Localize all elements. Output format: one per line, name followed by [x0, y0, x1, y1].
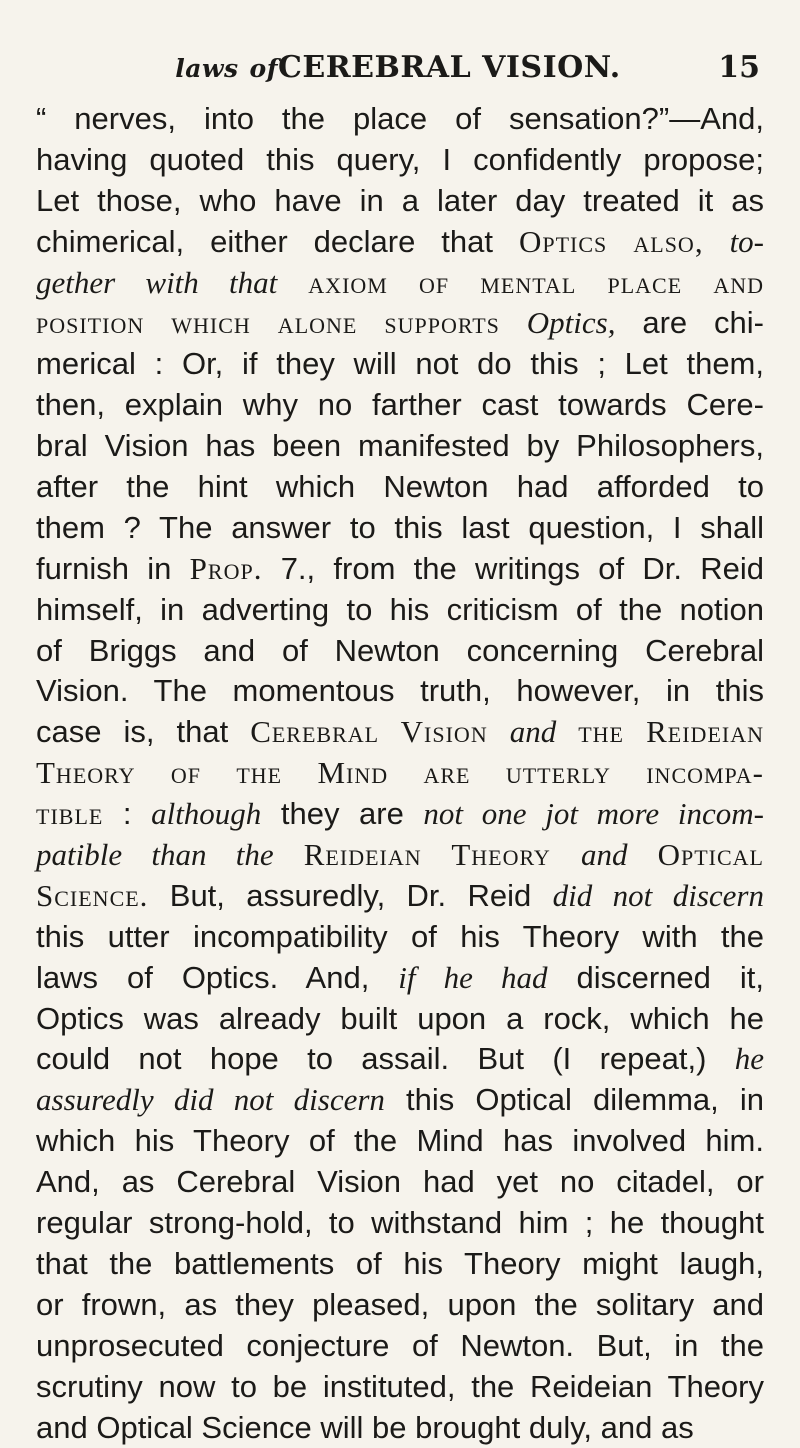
text-line	[36, 1121, 764, 1162]
text-line	[36, 712, 764, 753]
text-run: having quoted this query, I confidently propose;	[36, 142, 764, 177]
text-line	[36, 99, 764, 140]
text-run: not one jot more incom-	[423, 796, 764, 831]
text-line	[36, 1326, 764, 1367]
text-run: position which alone supports	[36, 305, 500, 340]
text-run: “ nerves, into the place of sensation?”—And,	[36, 101, 764, 136]
text-run: merical : Or, if they will not do this ; Let them,	[36, 346, 764, 381]
text-run: :	[103, 796, 151, 831]
text-line	[36, 1039, 764, 1080]
text-run: assuredly did not discern	[36, 1082, 385, 1117]
text-run: Optics also,	[519, 224, 704, 259]
text-run: scrutiny now to be instituted, the Reideian Theory	[36, 1369, 764, 1404]
text-run: regular strong-hold, to withstand him ; he thought	[36, 1205, 764, 1240]
text-run: bral Vision has been manifested by Philosophers,	[36, 428, 764, 463]
text-line	[36, 426, 764, 467]
text-run: then, explain why no farther cast towards Cere-	[36, 387, 764, 422]
text-run: Optics was already built upon a rock, which he	[36, 1001, 764, 1036]
text-run: and	[510, 714, 557, 749]
text-line	[36, 181, 764, 222]
text-line	[36, 1408, 764, 1448]
text-run: unprosecuted conjecture of Newton. But, in the	[36, 1328, 764, 1363]
running-head	[36, 50, 760, 100]
text-run: Let those, who have in a later day treated it as	[36, 183, 764, 218]
text-line	[36, 1285, 764, 1326]
text-line	[36, 549, 764, 590]
text-run: 7., from the writings of Dr. Reid	[262, 551, 764, 586]
text-line	[36, 140, 764, 181]
text-run: Optical	[658, 837, 764, 872]
running-head-prefix-laws: laws	[175, 54, 238, 83]
text-run	[704, 224, 730, 259]
text-run: case is, that	[36, 714, 250, 749]
text-run: of Briggs and of Newton concerning Cerebral	[36, 633, 764, 668]
text-line	[36, 753, 764, 794]
text-run: although	[151, 796, 261, 831]
text-run: did not discern	[553, 878, 764, 913]
text-run: discerned it,	[548, 960, 764, 995]
text-line	[36, 794, 764, 835]
text-run: himself, in adverting to his criticism of the notion	[36, 592, 764, 627]
text-run: and	[581, 837, 628, 872]
text-line	[36, 385, 764, 426]
text-run: the Reideian	[578, 714, 764, 749]
text-run: which his Theory of the Mind has involved him.	[36, 1123, 764, 1158]
text-line	[36, 263, 764, 304]
text-run: Prop.	[190, 551, 263, 586]
text-run	[277, 265, 308, 300]
text-run: them ? The answer to this last question, I shall	[36, 510, 764, 545]
running-head-title	[36, 50, 760, 85]
text-line	[36, 631, 764, 672]
text-line	[36, 999, 764, 1040]
text-line	[36, 1244, 764, 1285]
text-line	[36, 671, 764, 712]
text-run: gether with that	[36, 265, 277, 300]
text-run: Vision. The momentous truth, however, in this	[36, 673, 764, 708]
text-line	[36, 1203, 764, 1244]
text-run: chimerical, either declare that	[36, 224, 519, 259]
text-run: this Optical dilemma, in	[385, 1082, 764, 1117]
text-run: are chi-	[615, 305, 764, 340]
text-run: tible	[36, 796, 103, 831]
text-run	[500, 305, 527, 340]
body-text	[36, 99, 764, 1448]
text-line	[36, 1162, 764, 1203]
text-run: they are	[261, 796, 423, 831]
text-run: Reideian Theory	[304, 837, 551, 872]
text-run: Theory of the Mind are utterly incompa-	[36, 755, 764, 790]
text-run: axiom of mental place and	[308, 265, 764, 300]
text-line	[36, 467, 764, 508]
text-run: to-	[730, 224, 764, 259]
text-run: And, as Cerebral Vision had yet no citadel, or	[36, 1164, 764, 1199]
text-run: or frown, as they pleased, upon the solitary and	[36, 1287, 764, 1322]
text-line	[36, 344, 764, 385]
text-line	[36, 917, 764, 958]
text-run: furnish in	[36, 551, 190, 586]
text-run	[274, 837, 304, 872]
page-number: 15	[718, 50, 760, 85]
text-line	[36, 303, 764, 344]
text-line	[36, 1367, 764, 1408]
text-run: he	[735, 1041, 764, 1076]
text-line	[36, 222, 764, 263]
text-run: Optics,	[527, 305, 616, 340]
text-line	[36, 590, 764, 631]
text-run: could not hope to assail. But (I repeat,)	[36, 1041, 735, 1076]
text-run: this utter incompatibility of his Theory with the	[36, 919, 764, 954]
text-line	[36, 958, 764, 999]
text-run	[488, 714, 510, 749]
text-line	[36, 835, 764, 876]
text-run	[556, 714, 578, 749]
running-head-prefix-of: of	[250, 54, 278, 83]
text-run: Cerebral Vision	[250, 714, 488, 749]
text-line	[36, 1080, 764, 1121]
text-run: if he had	[398, 960, 547, 995]
text-run	[551, 837, 581, 872]
running-head-main: CEREBRAL VISION.	[278, 50, 621, 85]
text-run: laws of Optics. And,	[36, 960, 398, 995]
text-line	[36, 508, 764, 549]
text-run: patible than the	[36, 837, 274, 872]
text-run: that the battlements of his Theory might laugh,	[36, 1246, 764, 1281]
text-run: and Optical Science will be brought duly, and as	[36, 1410, 694, 1445]
text-run: after the hint which Newton had afforded to	[36, 469, 764, 504]
text-line	[36, 876, 764, 917]
text-run: But, assuredly, Dr. Reid	[148, 878, 552, 913]
text-run: Science.	[36, 878, 148, 913]
text-run	[627, 837, 657, 872]
